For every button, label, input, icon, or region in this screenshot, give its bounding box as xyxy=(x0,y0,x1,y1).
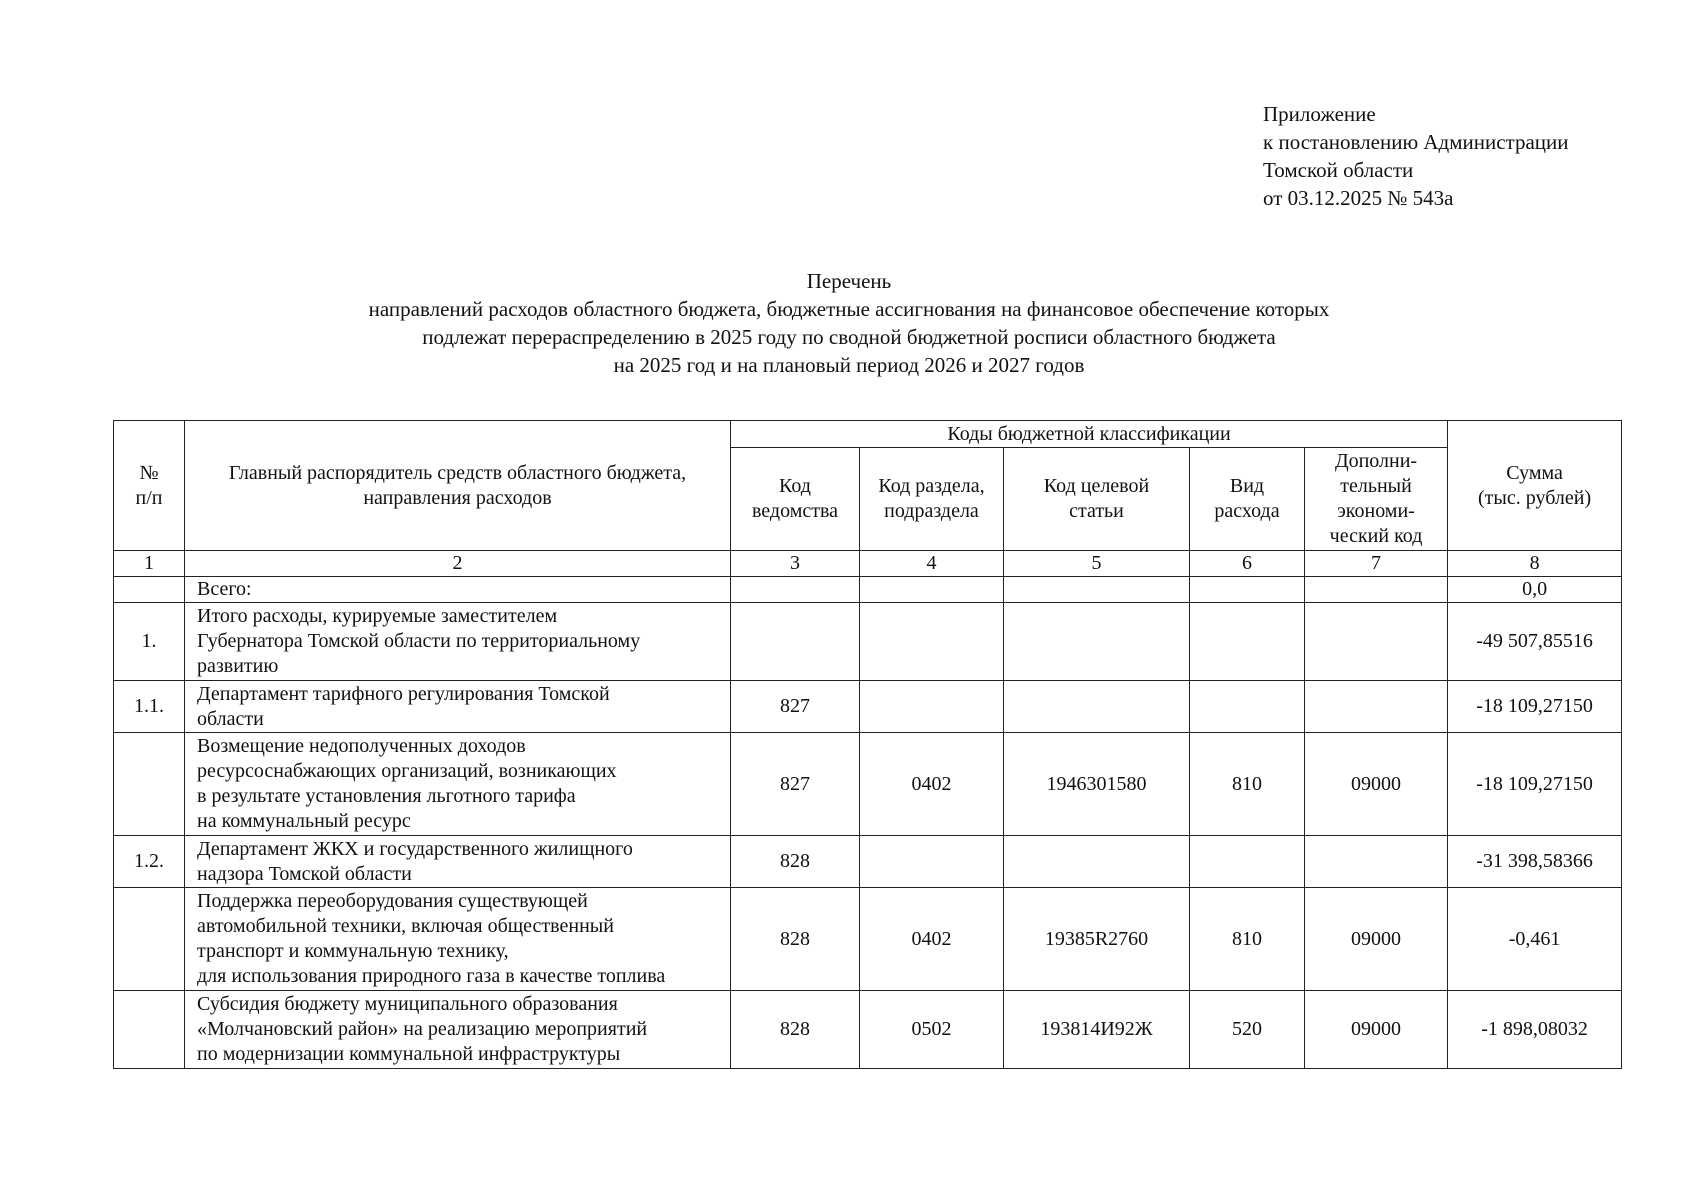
cell-sum: 0,0 xyxy=(1448,577,1622,603)
header-text: ведомства xyxy=(751,500,839,522)
cell-target xyxy=(1004,603,1190,681)
column-number: 8 xyxy=(1448,551,1622,577)
cell-name-line: развитию xyxy=(197,655,279,677)
header-exptype xyxy=(1190,448,1305,551)
header-section xyxy=(860,448,1004,551)
cell-num xyxy=(114,888,185,991)
appendix-block xyxy=(1263,100,1569,212)
header-text: подраздела xyxy=(884,500,979,522)
cell-dept xyxy=(731,577,860,603)
header-text: п/п xyxy=(135,486,163,509)
table-row xyxy=(114,577,1622,603)
cell-name-line: в результате установления льготного тарифа xyxy=(197,785,576,807)
cell-num xyxy=(114,577,185,603)
cell-name xyxy=(185,733,731,836)
header-text: Код целевой xyxy=(1043,475,1150,497)
cell-dept xyxy=(731,603,860,681)
header-target xyxy=(1004,448,1190,551)
cell-name-line: Департамент ЖКХ и государственного жилищного xyxy=(197,837,633,860)
title-line: Перечень xyxy=(806,269,892,293)
budget-table xyxy=(113,420,1622,1069)
cell-sum: -1 898,08032 xyxy=(1448,991,1622,1069)
cell-name-line: Возмещение недополученных доходов xyxy=(197,735,526,757)
cell-name-line: Губернатора Томской области по территориальному xyxy=(197,630,641,652)
cell-name-line: Департамент тарифного регулирования Томской xyxy=(197,682,610,705)
cell-name-line: ресурсоснабжающих организаций, возникающих xyxy=(197,760,617,782)
cell-name-line: для использования природного газа в качестве топлива xyxy=(197,965,666,987)
appendix-line: к постановлению Администрации xyxy=(1263,130,1569,154)
column-number: 1 xyxy=(114,551,185,577)
column-number: 4 xyxy=(860,551,1004,577)
header-name xyxy=(185,421,731,551)
appendix-line: Приложение xyxy=(1263,102,1376,126)
cell-section: 0402 xyxy=(860,888,1004,991)
cell-exptype xyxy=(1190,836,1305,888)
title-line: направлений расходов областного бюджета, бюджетные ассигнования на финансовое обеспечение которых xyxy=(368,297,1330,321)
cell-section xyxy=(860,603,1004,681)
cell-num: 1.1. xyxy=(114,681,185,733)
cell-name-line: области xyxy=(197,707,264,730)
table-row xyxy=(114,836,1622,888)
cell-extra xyxy=(1305,681,1448,733)
appendix-line: Томской области xyxy=(1263,158,1414,182)
cell-extra: 09000 xyxy=(1305,733,1448,836)
header-sum xyxy=(1448,421,1622,551)
header-text: статьи xyxy=(1069,500,1124,522)
cell-sum: -18 109,27150 xyxy=(1448,681,1622,733)
header-text: направления расходов xyxy=(363,486,552,509)
column-number: 6 xyxy=(1190,551,1305,577)
header-text: расхода xyxy=(1214,500,1280,522)
cell-dept: 828 xyxy=(731,888,860,991)
cell-section xyxy=(860,836,1004,888)
cell-dept: 827 xyxy=(731,681,860,733)
cell-sum: -0,461 xyxy=(1448,888,1622,991)
cell-name-line: по модернизации коммунальной инфраструктуры xyxy=(197,1043,621,1065)
column-number: 7 xyxy=(1305,551,1448,577)
cell-sum: -49 507,85516 xyxy=(1448,603,1622,681)
cell-name xyxy=(185,991,731,1069)
cell-target: 1946301580 xyxy=(1004,733,1190,836)
cell-name xyxy=(185,603,731,681)
header-text: Сумма xyxy=(1506,461,1563,484)
table-row xyxy=(114,888,1622,991)
cell-section xyxy=(860,577,1004,603)
cell-name-line: «Молчановский район» на реализацию мероприятий xyxy=(197,1018,648,1040)
cell-exptype: 810 xyxy=(1190,888,1305,991)
cell-target: 19385R2760 xyxy=(1004,888,1190,991)
cell-extra: 09000 xyxy=(1305,888,1448,991)
header-num xyxy=(114,421,185,551)
cell-target: 193814И92Ж xyxy=(1004,991,1190,1069)
cell-num: 1.2. xyxy=(114,836,185,888)
cell-dept: 828 xyxy=(731,991,860,1069)
cell-name-line: надзора Томской области xyxy=(197,862,412,885)
cell-exptype: 810 xyxy=(1190,733,1305,836)
cell-exptype: 520 xyxy=(1190,991,1305,1069)
cell-target xyxy=(1004,681,1190,733)
cell-sum: -31 398,58366 xyxy=(1448,836,1622,888)
cell-name xyxy=(185,577,731,603)
cell-name-line: Итого расходы, курируемые заместителем xyxy=(197,605,558,627)
header-text: ческий код xyxy=(1329,525,1423,547)
document-title xyxy=(0,267,1698,379)
cell-section xyxy=(860,681,1004,733)
cell-dept: 828 xyxy=(731,836,860,888)
header-text: Код xyxy=(779,475,811,497)
header-text: № xyxy=(139,461,159,484)
cell-name-line: автомобильной техники, включая общественный xyxy=(197,915,614,937)
header-dept xyxy=(731,448,860,551)
cell-name-line: Поддержка переоборудования существующей xyxy=(197,890,588,912)
table-row xyxy=(114,681,1622,733)
cell-num: 1. xyxy=(114,603,185,681)
header-text: (тыс. рублей) xyxy=(1478,486,1592,509)
cell-extra xyxy=(1305,836,1448,888)
header-text: экономи- xyxy=(1337,500,1415,522)
header-text: Код раздела, xyxy=(878,475,985,497)
title-line: на 2025 год и на плановый период 2026 и 2027 годов xyxy=(613,353,1085,377)
cell-name xyxy=(185,681,731,733)
cell-extra: 09000 xyxy=(1305,991,1448,1069)
cell-extra xyxy=(1305,577,1448,603)
table-row xyxy=(114,991,1622,1069)
cell-name-line: транспорт и коммунальную технику, xyxy=(197,940,509,962)
cell-extra xyxy=(1305,603,1448,681)
header-extra xyxy=(1305,448,1448,551)
column-number: 2 xyxy=(185,551,731,577)
cell-sum: -18 109,27150 xyxy=(1448,733,1622,836)
column-number: 3 xyxy=(731,551,860,577)
cell-target xyxy=(1004,577,1190,603)
cell-dept: 827 xyxy=(731,733,860,836)
header-codes-group: Коды бюджетной классификации xyxy=(731,421,1448,448)
cell-name-line: на коммунальный ресурс xyxy=(197,810,411,832)
cell-num xyxy=(114,991,185,1069)
cell-target xyxy=(1004,836,1190,888)
column-number: 5 xyxy=(1004,551,1190,577)
title-line: подлежат перераспределению в 2025 году по сводной бюджетной росписи областного бюджета xyxy=(422,325,1276,349)
header-text: Главный распорядитель средств областного бюджета, xyxy=(228,461,687,484)
header-text: Дополни- xyxy=(1334,450,1418,472)
table-row xyxy=(114,733,1622,836)
cell-section: 0402 xyxy=(860,733,1004,836)
cell-name xyxy=(185,836,731,888)
cell-num xyxy=(114,733,185,836)
cell-name-line: Всего: xyxy=(197,578,252,600)
cell-exptype xyxy=(1190,681,1305,733)
table-row xyxy=(114,603,1622,681)
cell-exptype xyxy=(1190,603,1305,681)
cell-name xyxy=(185,888,731,991)
cell-name-line: Субсидия бюджету муниципального образования xyxy=(197,993,618,1015)
column-number-row xyxy=(114,551,1622,577)
header-text: Вид xyxy=(1229,475,1265,497)
cell-exptype xyxy=(1190,577,1305,603)
appendix-line: от 03.12.2025 № 543а xyxy=(1263,186,1454,210)
cell-section: 0502 xyxy=(860,991,1004,1069)
header-text: тельный xyxy=(1340,475,1412,497)
